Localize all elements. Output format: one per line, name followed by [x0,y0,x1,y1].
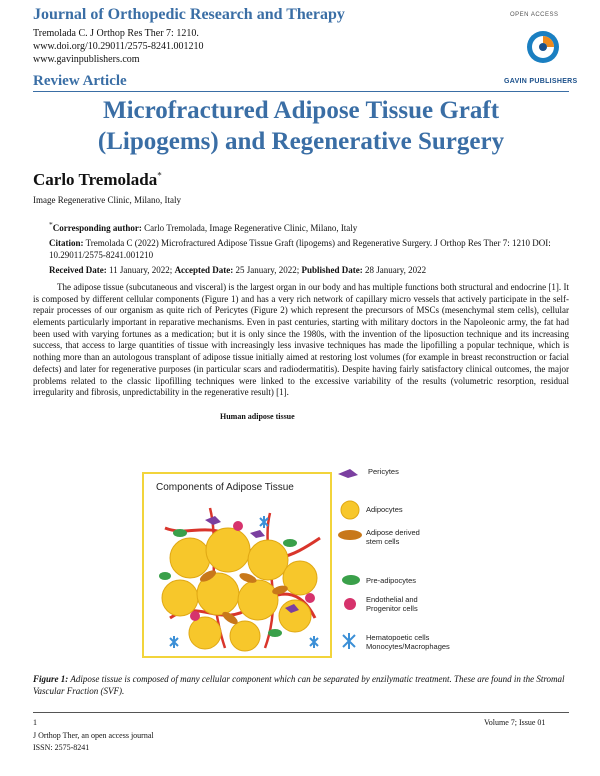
adipocytes-icon [340,500,360,520]
journal-title: Journal of Orthopedic Research and Therapy [33,6,345,23]
caption-label: Figure 1: [33,674,69,684]
endothelial-icon [342,596,358,612]
preadipocytes-icon [340,574,362,586]
figure-caption [33,674,569,697]
page-number: 1 [33,718,37,727]
citation-short: Tremolada C. J Orthop Res Ther 7: 1210. [33,28,199,39]
citation-label: Citation: [49,238,84,248]
corr-label: Corresponding author: [52,223,142,233]
caption-text: Adipose tissue is composed of many cellular component which can be separated by enzilymatic treatment. These are found in the Stromal Vascular Fraction (SVF). [33,674,565,696]
journal-short: J Orthop Ther, an open access journal [33,731,154,740]
adipose-tissue-illustration [150,498,328,656]
legend-hematopoietic: Hematopoetic cells Monocytes/Macrophages [366,633,450,652]
figure-box-title: Components of Adipose Tissue [156,482,294,493]
author-name [33,170,162,190]
pericytes-icon [336,466,364,478]
published-label: Published Date: [301,265,363,275]
author-affiliation: Image Regenerative Clinic, Milano, Italy [33,195,181,205]
article-title-line-2: (Lipogems) and Regenerative Surgery [97,128,505,156]
article-type: Review Article [33,73,127,89]
header-divider [33,91,569,92]
corr-mark: * [49,220,53,229]
gavin-logo-icon [524,28,562,66]
article-title [33,95,569,158]
published-date: 28 January, 2022 [362,265,427,275]
legend-adsc: Adipose derived stem cells [366,528,420,547]
legend-preadipocytes: Pre-adipocytes [366,576,417,585]
figure-heading: Human adipose tissue [220,412,295,421]
corresponding-author [49,220,569,234]
issn: ISSN: 2575-8241 [33,743,90,752]
adsc-icon [336,528,364,542]
accepted-date: 25 January, 2022; [233,265,302,275]
website-link[interactable]: www.gavinpublishers.com [33,54,140,65]
author-mark: * [157,170,162,181]
received-label: Received Date: [49,265,107,275]
corr-text: Carlo Tremolada, Image Regenerative Clinic, Milano, Italy [141,223,358,233]
author-name-text: Carlo Tremolada [33,170,158,189]
hematopoietic-icon [340,632,358,650]
open-access-label: OPEN ACCESS [510,12,559,18]
citation-text: Tremolada C (2022) Microfractured Adipose Tissue Graft (lipogems) and Regenerative Surgery. J Orthop Res Ther 7: 1210 DOI: 10.29011/2575-8241.001210 [49,238,551,261]
dates-block [49,264,569,276]
publisher-name: GAVIN PUBLISHERS [504,78,578,85]
doi-link[interactable]: www.doi.org/10.29011/2575-8241.001210 [33,41,204,52]
footer-divider [33,712,569,713]
received-date: 11 January, 2022; [106,265,175,275]
legend-adipocytes: Adipocytes [366,505,403,514]
volume-issue: Volume 7; Issue 01 [484,718,546,727]
legend-pericytes: Pericytes [368,467,399,476]
body-paragraph-1: The adipose tissue (subcutaneous and visceral) is the largest organ in our body and has multiple functions both structural and endocrine [1]. It is composed by different cellular components (Figure 1) and has a very rich network of capillary micro vessels that actively participate in the self-repair processes of our organism as quite rich of Pericytes (Figure 2) which represent the precursors of MSCs (mesenchymal stem cells), cellular elements particularly important in reparative mechanisms. Even in past centuries, starting with military doctors in the Napoleonic army, the fat had been used with varying fortunes as a medication; but it is only since the 1980s, with the invention of the liposuction technique and its increasing success, that access to large quantities of tissue with increasingly less invasive techniques has made the lipofilling a popular technique, which is nothing more than an autologous transplant of adipose tissue initially aimed at restoring lost volumes (for example in breast reconstruction or facial defects) and later for regenerative purposes (in particular scars and radiodermatitis). Despite having fairly satisfactory clinical outcomes, the major problems related to the classic lipofilling techniques were linked to the excessive variability of the results (volumetric resorption, residual irregularity and fibrosis, unpredictability in the regenerative result) [1]. [33,282,569,398]
citation-block [49,237,569,261]
legend-endothelial: Endothelial and Progenitor cells [366,595,418,614]
article-title-line-1: Microfractured Adipose Tissue Graft [102,97,500,124]
accepted-label: Accepted Date: [174,265,234,275]
